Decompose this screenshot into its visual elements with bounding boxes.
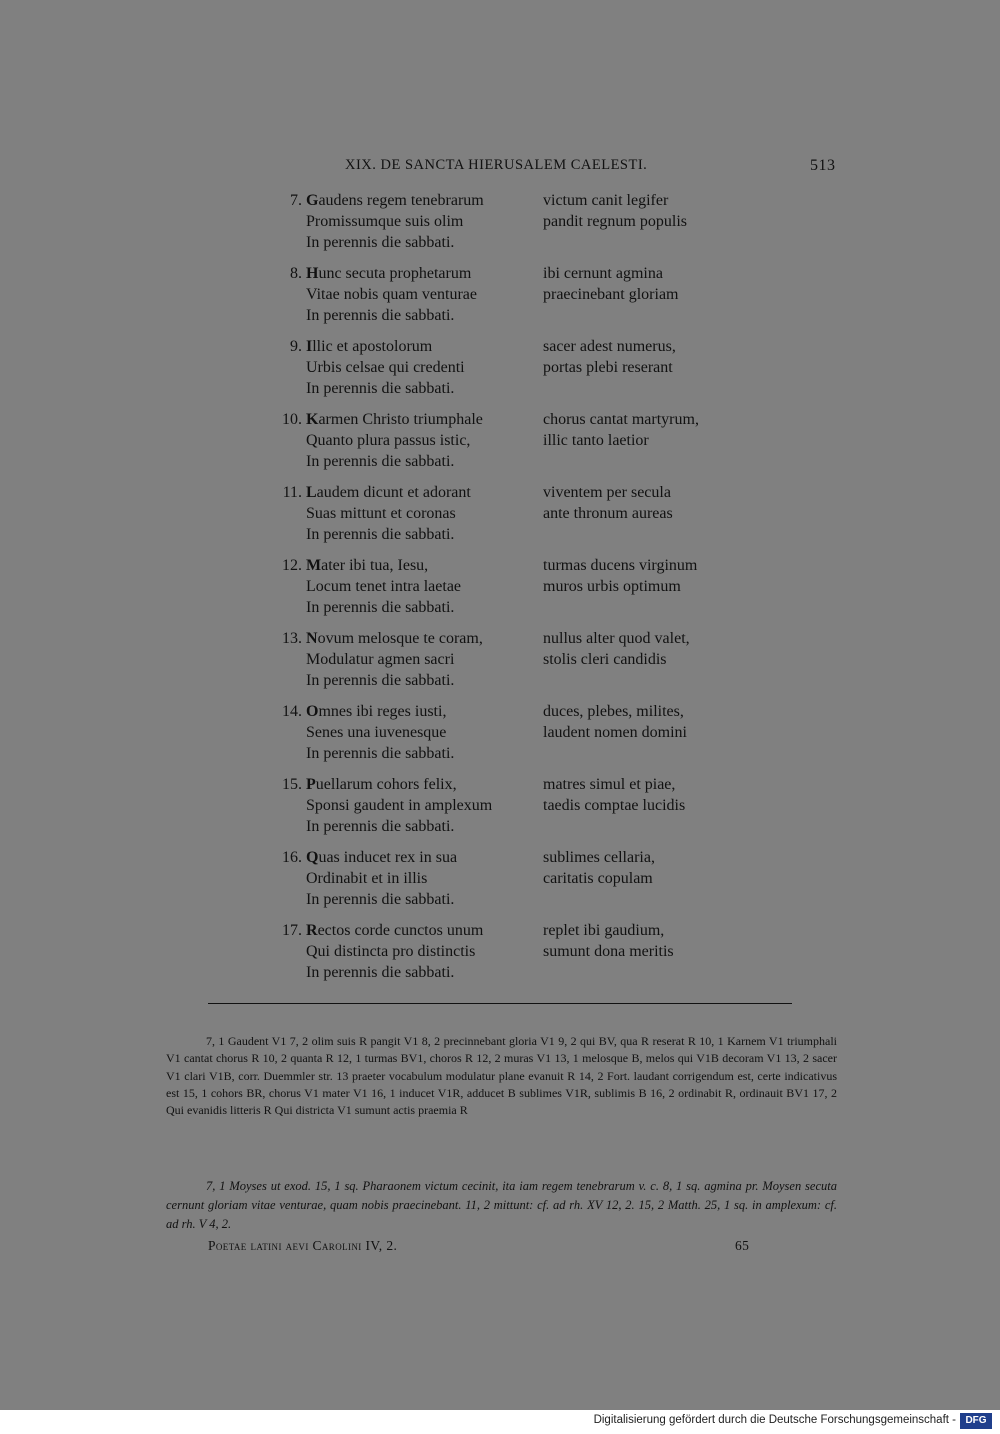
signature-title: Poetae latini aevi Carolini IV, 2. [208, 1238, 398, 1253]
right-verse-line-1: chorus cantat martyrum, [543, 411, 699, 428]
left-verse-line-2: Locum tenet intra laetae [306, 578, 462, 595]
stanza-number: 7. [290, 192, 302, 209]
left-verse-line-2: Quanto plura passus istic, [306, 432, 471, 449]
right-verse-line-1: duces, plebes, milites, [543, 703, 684, 720]
stanza [262, 776, 782, 849]
funding-credit: Digitalisierung gefördert durch die Deutsche Forschungsgemeinschaft - [593, 1414, 956, 1426]
refrain-line: In perennis die sabbati. [306, 307, 455, 324]
left-verse-line-2: Ordinabit et in illis [306, 870, 428, 887]
left-verse-line-2: Sponsi gaudent in amplexum [306, 797, 493, 814]
left-verse-line-2: Suas mittunt et coronas [306, 505, 456, 522]
poem-stanzas [262, 192, 782, 995]
right-verse-line-1: sublimes cellaria, [543, 849, 655, 866]
left-verse-line-1: Gaudens regem tenebrarum [306, 192, 484, 209]
left-verse-line-2: Modulatur agmen sacri [306, 651, 455, 668]
stanza [262, 192, 782, 265]
stanza-number: 17. [282, 922, 302, 939]
left-verse-line-1: Novum melosque te coram, [306, 630, 483, 647]
right-verse-line-2: praecinebant gloriam [543, 286, 679, 303]
right-verse-line-2: illic tanto laetior [543, 432, 649, 449]
right-verse-line-1: nullus alter quod valet, [543, 630, 690, 647]
refrain-line: In perennis die sabbati. [306, 380, 455, 397]
critical-apparatus [166, 1033, 837, 1119]
commentary-notes [166, 1177, 837, 1234]
left-verse-line-2: Senes una iuvenesque [306, 724, 447, 741]
refrain-line: In perennis die sabbati. [306, 453, 455, 470]
right-verse-line-2: portas plebi reserant [543, 359, 673, 376]
left-verse-line-1: Omnes ibi reges iusti, [306, 703, 447, 720]
running-header [0, 157, 1000, 179]
chapter-title: XIX. DE SANCTA HIERUSALEM CAELESTI. [345, 157, 648, 173]
right-verse-line-2: pandit regnum populis [543, 213, 687, 230]
left-verse-line-1: Rectos corde cunctos unum [306, 922, 484, 939]
refrain-line: In perennis die sabbati. [306, 599, 455, 616]
footnote-divider [208, 1003, 792, 1004]
dfg-logo-icon: DFG [960, 1413, 992, 1429]
stanza-number: 13. [282, 630, 302, 647]
left-verse-line-2: Vitae nobis quam venturae [306, 286, 477, 303]
left-verse-line-1: Laudem dicunt et adorant [306, 484, 471, 501]
right-verse-line-1: replet ibi gaudium, [543, 922, 665, 939]
notes-text: 7, 1 Moyses ut exod. 15, 1 sq. Pharaonem victum cecinit, ita iam regem tenebrarum v. c. 8, 1 sq. agmina pr. Moysen secuta cernunt gloriam vitae venturae, quam nobis praecinebant. 11, 2 mittunt: cf. ad rh. XV 12, 2. 15, 2 Matth. 25, 1 sq. in amplexum: cf. ad rh. V 4, 2. [166, 1179, 837, 1231]
stanza-number: 11. [282, 484, 302, 501]
right-verse-line-2: sumunt dona meritis [543, 943, 674, 960]
stanza [262, 557, 782, 630]
right-verse-line-1: sacer adest numerus, [543, 338, 676, 355]
signature-line [0, 1238, 1000, 1258]
right-verse-line-2: muros urbis optimum [543, 578, 681, 595]
refrain-line: In perennis die sabbati. [306, 745, 455, 762]
left-verse-line-1: Hunc secuta prophetarum [306, 265, 472, 282]
refrain-line: In perennis die sabbati. [306, 526, 455, 543]
stanza [262, 703, 782, 776]
stanza-number: 12. [282, 557, 302, 574]
stanza-number: 8. [290, 265, 302, 282]
right-verse-line-1: viventem per secula [543, 484, 671, 501]
stanza-number: 9. [290, 338, 302, 355]
left-verse-line-1: Mater ibi tua, Iesu, [306, 557, 429, 574]
stanza [262, 849, 782, 922]
right-verse-line-1: matres simul et piae, [543, 776, 676, 793]
digitization-footer [0, 1410, 1000, 1434]
left-verse-line-2: Promissumque suis olim [306, 213, 464, 230]
stanza-number: 16. [282, 849, 302, 866]
stanza [262, 338, 782, 411]
refrain-line: In perennis die sabbati. [306, 964, 455, 981]
signature-number: 65 [735, 1238, 750, 1253]
page-number: 513 [810, 157, 836, 174]
apparatus-text: 7, 1 Gaudent V1 7, 2 olim suis R pangit V1 8, 2 precinnebant gloria V1 9, 2 qui BV, qua R reserat R 10, 1 Karnem V1 triumphali V1 cantat chorus R 10, 2 quanta R 12, 1 turmas BV1, choros R 12, 2 muras V1 13, 1 melosque B, melos qui V1B decoram V1 13, 2 sacer V1 clari V1B, corr. Duemmler str. 13 praeter vocabulum modulatur plane evanuit R 14, 2 Fort. laudant corrigendum est, certe indicativus est 15, 1 cohors BR, chorus V1 mater V1 16, 1 inducet V1R, adducet B sublimes V1R, sublimis B 16, 2 ordinabit R, ordinauit BV1 17, 2 Qui evanidis litteris R Qui districta V1 sumunt actis praemia R [166, 1034, 837, 1118]
stanza [262, 922, 782, 995]
left-verse-line-1: Quas inducet rex in sua [306, 849, 458, 866]
stanza [262, 265, 782, 338]
stanza [262, 484, 782, 557]
right-verse-line-2: ante thronum aureas [543, 505, 673, 522]
refrain-line: In perennis die sabbati. [306, 234, 455, 251]
left-verse-line-2: Qui distincta pro distinctis [306, 943, 476, 960]
right-verse-line-1: turmas ducens virginum [543, 557, 698, 574]
right-verse-line-2: taedis comptae lucidis [543, 797, 686, 814]
right-verse-line-2: laudent nomen domini [543, 724, 687, 741]
stanza-number: 14. [282, 703, 302, 720]
left-verse-line-1: Puellarum cohors felix, [306, 776, 457, 793]
refrain-line: In perennis die sabbati. [306, 891, 455, 908]
stanza-number: 10. [282, 411, 302, 428]
right-verse-line-1: victum canit legifer [543, 192, 669, 209]
left-verse-line-2: Urbis celsae qui credenti [306, 359, 465, 376]
refrain-line: In perennis die sabbati. [306, 818, 455, 835]
stanza-number: 15. [282, 776, 302, 793]
right-verse-line-1: ibi cernunt agmina [543, 265, 663, 282]
stanza [262, 630, 782, 703]
right-verse-line-2: stolis cleri candidis [543, 651, 667, 668]
stanza [262, 411, 782, 484]
refrain-line: In perennis die sabbati. [306, 672, 455, 689]
right-verse-line-2: caritatis copulam [543, 870, 653, 887]
left-verse-line-1: Karmen Christo triumphale [306, 411, 483, 428]
left-verse-line-1: Illic et apostolorum [306, 338, 433, 355]
